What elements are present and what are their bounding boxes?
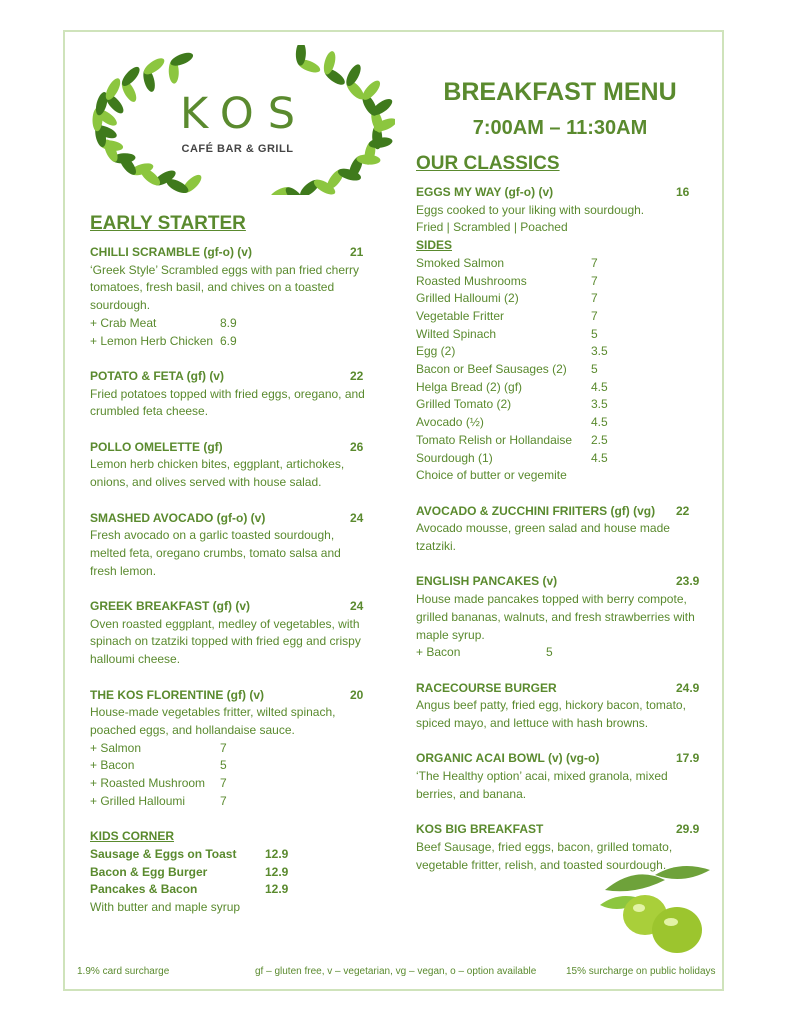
item-title: THE KOS FLORENTINE (gf) (v) (90, 687, 264, 702)
addon-label: + Bacon (90, 758, 135, 773)
menu-item-name (416, 680, 716, 698)
item-price: 16 (676, 185, 690, 199)
item-title: RACECOURSE BURGER (416, 680, 557, 695)
menu-item-name (416, 184, 716, 202)
spacer (416, 662, 716, 680)
item-price: 29.9 (676, 822, 700, 837)
side-item-price: 2.5 (591, 432, 608, 447)
menu-hours: 7:00AM – 11:30AM (472, 117, 648, 139)
early-starter-column (90, 212, 390, 917)
addon-label: + Roasted Mushroom (90, 776, 206, 791)
item-price: 22 (350, 368, 364, 383)
side-item-label: Wilted Spinach (416, 326, 497, 341)
side-item (416, 343, 716, 361)
item-description: melted feta, oregano crumbs, tomato salsa and (90, 545, 341, 560)
item-description: berries, and banana. (416, 786, 527, 801)
brand-logo (80, 45, 395, 195)
kids-item-label: Sausage & Eggs on Toast (90, 846, 237, 861)
early-starter-heading: EARLY STARTER (90, 213, 246, 234)
item-description: Avocado mousse, green salad and house made (416, 521, 670, 536)
side-item-price: 5 (591, 326, 598, 341)
item-price: 24 (350, 599, 364, 613)
item-description: onions, and olives served with house salad. (90, 475, 322, 490)
side-item-label: Sourdough (1) (416, 450, 493, 465)
side-item (416, 450, 716, 468)
side-item-price: 7 (591, 308, 598, 323)
item-description: Angus beef patty, fried egg, hickory bacon, tomato, (416, 698, 686, 713)
spacer (90, 350, 390, 368)
kids-corner-note: With butter and maple syrup (90, 899, 241, 914)
menu-item (416, 503, 716, 556)
addon-price: 7 (220, 776, 227, 791)
olives-icon (595, 860, 715, 960)
menu-item (416, 680, 716, 733)
kids-item (90, 864, 390, 882)
menu-item-name (90, 439, 390, 457)
item-description: Fried potatoes topped with fried eggs, oregano, and (90, 386, 365, 401)
addon-price: 8.9 (220, 315, 237, 330)
item-description: House made pancakes topped with berry compote, (416, 592, 687, 607)
spacer (416, 556, 716, 574)
footer-card-surcharge: 1.9% card surcharge (77, 966, 170, 977)
kids-corner (90, 828, 390, 917)
spacer (90, 492, 390, 510)
sides-note: Choice of butter or vegemite (416, 468, 567, 483)
item-price: 22 (676, 503, 690, 518)
kids-item-price: 12.9 (265, 846, 289, 861)
menu-item (416, 573, 716, 662)
our-classics-heading: OUR CLASSICS (416, 153, 560, 174)
item-description: Lemon herb chicken bites, eggplant, artichokes, (90, 457, 345, 472)
side-item (416, 379, 716, 397)
menu-item-name (90, 687, 390, 705)
item-description: Eggs cooked to your liking with sourdough. (416, 202, 645, 217)
item-title: GREEK BREAKFAST (gf) (v) (90, 599, 250, 613)
item-title: AVOCADO & ZUCCHINI FRIITERS (gf) (vg) (416, 503, 656, 518)
item-description: House-made vegetables fritter, wilted spinach, (90, 705, 336, 720)
addon-price: 6.9 (220, 333, 237, 348)
addon-price: 5 (220, 758, 227, 773)
item-description: spinach on tzatziki topped with fried egg and crispy (90, 634, 361, 649)
menu-item (90, 598, 390, 669)
side-item-label: Roasted Mushrooms (416, 273, 527, 288)
side-item-price: 4.5 (591, 415, 608, 430)
addon-label: + Crab Meat (90, 315, 157, 330)
menu-item (90, 368, 390, 421)
item-description: halloumi cheese. (90, 652, 181, 667)
item-description: maple syrup. (416, 627, 485, 642)
menu-item-name (416, 750, 716, 768)
side-item-label: Grilled Tomato (2) (416, 397, 512, 412)
side-item-price: 4.5 (591, 450, 608, 465)
side-item (416, 361, 716, 379)
item-description: vegetable fritter, relish, and toasted sourdough. (416, 857, 667, 872)
side-item-price: 4.5 (591, 379, 608, 394)
side-item (416, 308, 716, 326)
spacer (90, 421, 390, 439)
item-price: 26 (350, 439, 364, 454)
side-item-label: Vegetable Fritter (416, 308, 505, 323)
brand-subtitle: CAFÉ BAR & GRILL (181, 143, 294, 155)
item-title: KOS BIG BREAKFAST (416, 822, 544, 837)
side-item (416, 326, 716, 344)
addon-price: 7 (220, 740, 227, 755)
side-item (416, 290, 716, 308)
item-description: crumbled feta cheese. (90, 404, 209, 419)
menu-item (90, 687, 390, 811)
classics-list (416, 503, 716, 875)
item-price: 20 (350, 687, 364, 702)
side-item-label: Smoked Salmon (416, 255, 505, 270)
side-item-label: Bacon or Beef Sausages (2) (416, 362, 567, 377)
footer-dietary-legend: gf – gluten free, v – vegetarian, vg – vegan, o – option available (255, 966, 537, 977)
item-description: grilled bananas, walnuts, and fresh strawberries with (416, 609, 695, 624)
item-addon (90, 315, 390, 333)
menu-item-name (90, 598, 390, 616)
spacer (90, 580, 390, 598)
kids-item-price: 12.9 (265, 864, 289, 879)
side-item-label: Avocado (½) (416, 415, 484, 430)
menu-item (90, 439, 390, 492)
item-description: poached eggs, and hollandaise sauce. (90, 722, 295, 737)
classics-column (416, 152, 716, 874)
item-price: 23.9 (676, 574, 700, 589)
kids-item (90, 846, 390, 864)
item-description: ‘Greek Style’ Scrambled eggs with pan fried cherry (90, 262, 360, 277)
side-item-price: 3.5 (591, 344, 608, 359)
item-description: spiced mayo, and lettuce with hash browns. (416, 716, 649, 731)
side-item-price: 7 (591, 255, 598, 270)
side-item-price: 3.5 (591, 397, 608, 412)
spacer (416, 804, 716, 822)
item-title: ENGLISH PANCAKES (v) (416, 574, 558, 589)
item-title: CHILLI SCRAMBLE (gf-o) (v) (90, 245, 252, 259)
addon-price: 5 (546, 645, 553, 660)
item-price: 24 (350, 510, 364, 525)
menu-item-name (90, 510, 390, 528)
item-title: EGGS MY WAY (gf-o) (v) (416, 185, 554, 199)
kids-item (90, 881, 390, 899)
menu-item-name (90, 368, 390, 386)
side-item-label: Egg (2) (416, 344, 456, 359)
side-item-label: Helga Bread (2) (gf) (416, 379, 523, 394)
side-item (416, 414, 716, 432)
eggs-my-way (416, 184, 716, 485)
menu-item (416, 750, 716, 803)
item-title: POTATO & FETA (gf) (v) (90, 368, 224, 383)
item-addon (90, 775, 390, 793)
side-item-price: 7 (591, 291, 598, 306)
addon-label: + Grilled Halloumi (90, 793, 186, 808)
menu-item-name (90, 244, 390, 262)
item-title: SMASHED AVOCADO (gf-o) (v) (90, 510, 266, 525)
item-addon (90, 793, 390, 811)
item-addon (90, 333, 390, 351)
item-title: ORGANIC ACAI BOWL (v) (vg-o) (416, 751, 600, 766)
item-description: sourdough. (90, 298, 151, 313)
kids-item-label: Bacon & Egg Burger (90, 864, 208, 879)
item-price: 24.9 (676, 680, 700, 695)
brand-name: KOS (180, 89, 309, 139)
item-description: Beef Sausage, fried eggs, bacon, grilled tomato, (416, 839, 673, 854)
item-description: Oven roasted eggplant, medley of vegetables, with (90, 616, 360, 631)
item-description: Fresh avocado on a garlic toasted sourdough, (90, 528, 335, 543)
kids-item-price: 12.9 (265, 882, 289, 897)
side-item-label: Grilled Halloumi (2) (416, 291, 519, 306)
item-description: tomatoes, fresh basil, and chives on a toasted (90, 280, 335, 295)
menu-item-name (416, 503, 716, 521)
addon-label: + Salmon (90, 740, 142, 755)
item-addon (90, 740, 390, 758)
sides-list (416, 255, 716, 467)
kids-corner-heading: KIDS CORNER (90, 829, 175, 844)
menu-item (90, 510, 390, 581)
addon-label: + Lemon Herb Chicken (90, 333, 214, 348)
menu-title: BREAKFAST MENU (443, 78, 677, 106)
item-description: tzatziki. (416, 539, 457, 554)
side-item (416, 432, 716, 450)
side-item-label: Tomato Relish or Hollandaise (416, 432, 573, 447)
item-description: fresh lemon. (90, 563, 157, 578)
side-item-price: 7 (591, 273, 598, 288)
side-item (416, 255, 716, 273)
addon-price: 7 (220, 793, 227, 808)
menu-item (90, 244, 390, 350)
item-price: 17.9 (676, 751, 700, 766)
item-description: Fried | Scrambled | Poached (416, 220, 568, 235)
side-item-price: 5 (591, 362, 598, 377)
kids-corner-list (90, 846, 390, 899)
addon-label: + Bacon (416, 645, 461, 660)
item-addon (416, 644, 716, 662)
item-title: POLLO OMELETTE (gf) (90, 439, 223, 454)
early-starter-list (90, 244, 390, 810)
kids-item-label: Pancakes & Bacon (90, 882, 198, 897)
spacer (416, 733, 716, 751)
sides-heading: SIDES (416, 238, 453, 253)
side-item (416, 273, 716, 291)
spacer (90, 669, 390, 687)
menu-item-name (416, 821, 716, 839)
item-price: 21 (350, 245, 364, 259)
side-item (416, 396, 716, 414)
item-addon (90, 757, 390, 775)
footer-holiday-surcharge: 15% surcharge on public holidays (566, 966, 716, 977)
item-description: ‘The Healthy option’ acai, mixed granola, mixed (416, 769, 668, 784)
menu-item-name (416, 573, 716, 591)
